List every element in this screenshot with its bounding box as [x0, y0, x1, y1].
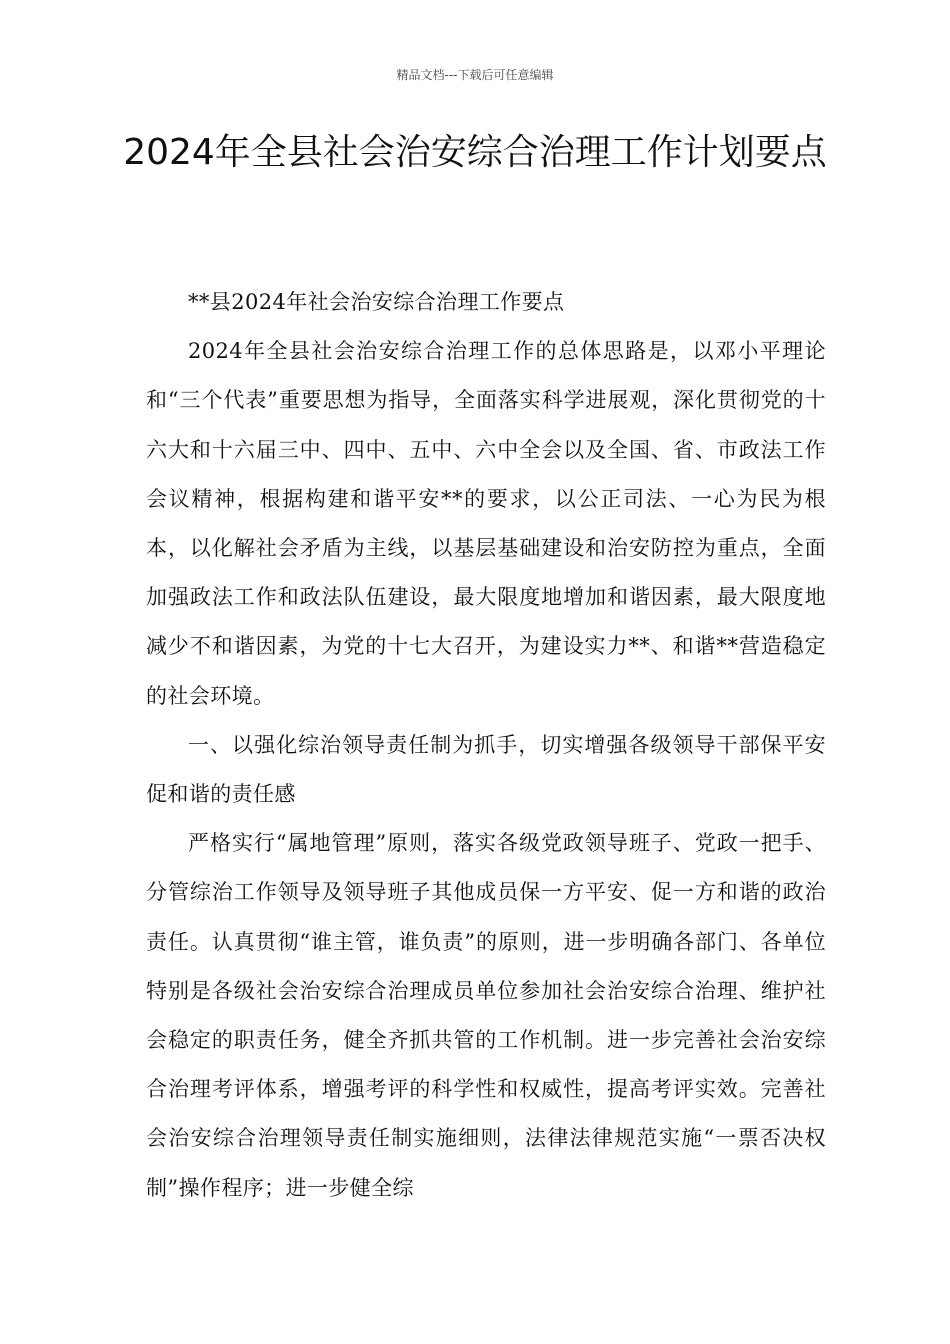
document-title: 2024年全县社会治安综合治理工作计划要点 [123, 132, 827, 173]
paragraph-overview: 2024年全县社会治安综合治理工作的总体思路是，以邓小平理论和“三个代表”重要思想为指导，全面落实科学进展观，深化贯彻党的十六大和十六届三中、四中、五中、六中全会以及全国、省、市政法工作会议精神，根据构建和谐平安**的要求，以公正司法、一心为民为根本，以化解社会矛盾为主线，以基层基础建设和治安防控为重点，全面加强政法工作和政法队伍建设，最大限度地增加和谐因素，最大限度地减少不和谐因素，为党的十七大召开，为建设实力**、和谐**营造稳定的社会环境。 [146, 339, 826, 708]
section-heading-1: 一、以强化综治领导责任制为抓手，切实增强各级领导干部保平安促和谐的责任感 [146, 732, 826, 807]
document-body [146, 278, 826, 1213]
paragraph-subtitle: **县2024年社会治安综合治理工作要点 [188, 290, 565, 314]
header-note: 精品文档---下载后可任意编辑 [396, 68, 554, 82]
paragraph-section-1: 严格实行“属地管理”原则，落实各级党政领导班子、党政一把手、分管综治工作领导及领导班子其他成员保一方平安、促一方和谐的政治责任。认真贯彻“谁主管，谁负责”的原则，进一步明确各部门、各单位特别是各级社会治安综合治理成员单位参加社会治安综合治理、维护社会稳定的职责任务，健全齐抓共管的工作机制。进一步完善社会治安综合治理考评体系，增强考评的科学性和权威性，提高考评实效。完善社会治安综合治理领导责任制实施细则，法律法律规范实施“一票否决权制”操作程序；进一步健全综 [146, 831, 826, 1200]
